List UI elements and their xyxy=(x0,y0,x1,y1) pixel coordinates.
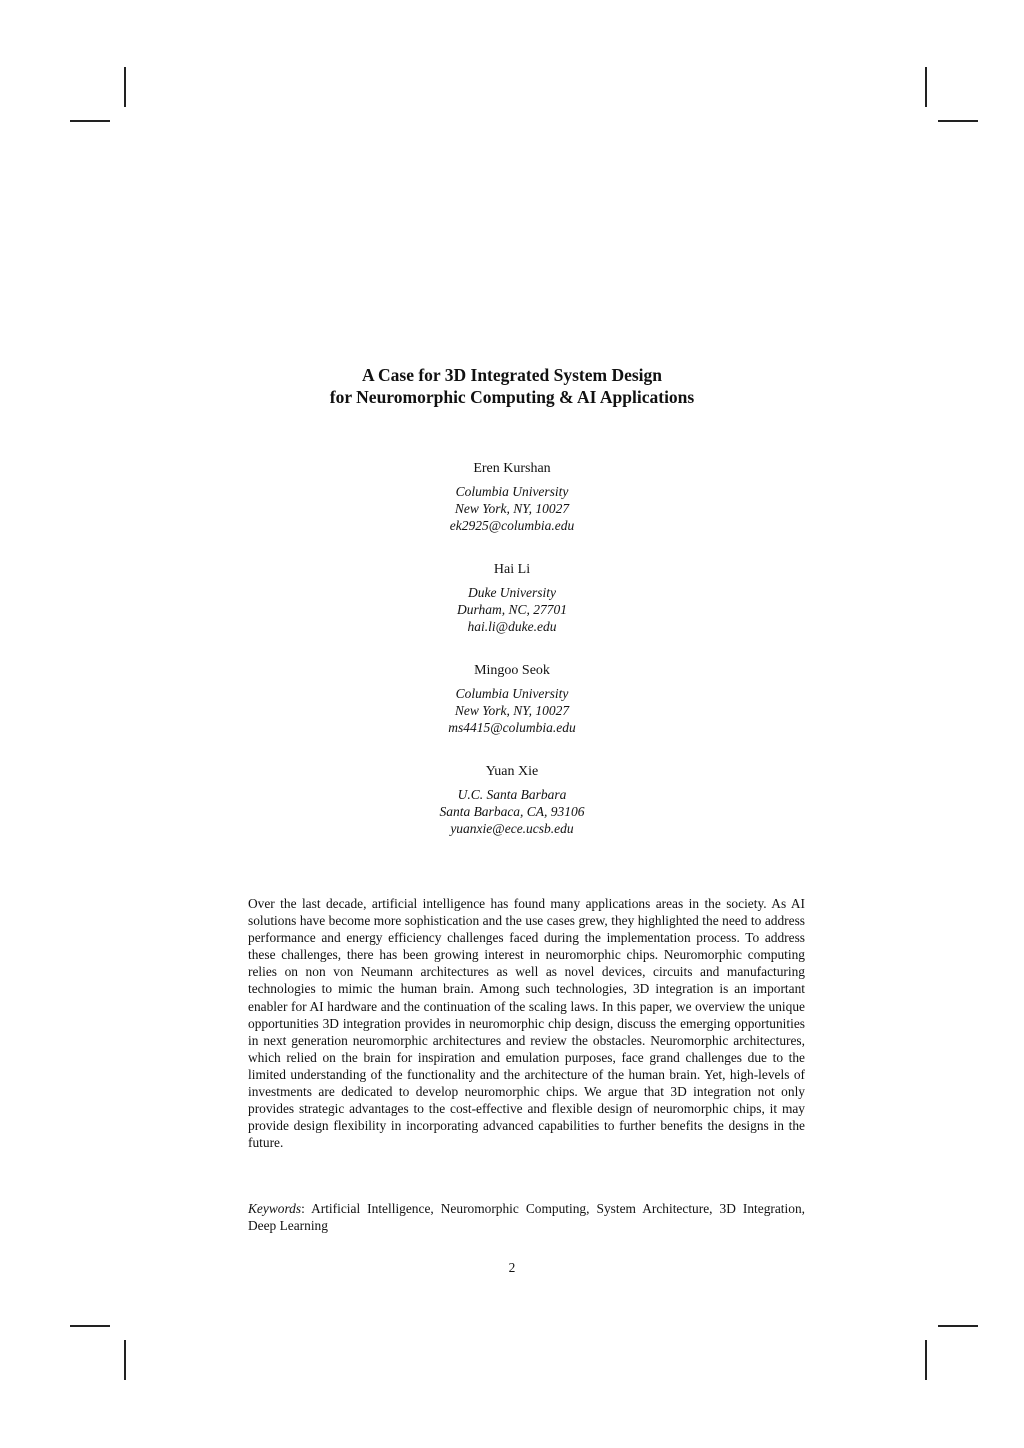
author-address: Durham, NC, 27701 xyxy=(456,602,568,617)
paper-title-line-1: A Case for 3D Integrated System Design xyxy=(361,365,663,385)
crop-mark-top-right-vertical xyxy=(925,67,927,107)
page-number: 2 xyxy=(508,1260,516,1275)
author-address: New York, NY, 10027 xyxy=(454,501,570,516)
author-name: Mingoo Seok xyxy=(474,663,550,678)
crop-mark-top-right-horizontal xyxy=(938,120,978,122)
paper-title xyxy=(0,364,1024,408)
author-email: ms4415@columbia.edu xyxy=(448,720,576,735)
author-affiliation: Columbia University xyxy=(455,686,569,701)
keywords-label: Keywords xyxy=(248,1201,302,1216)
author-name: Hai Li xyxy=(493,562,531,577)
author-affiliation: U.C. Santa Barbara xyxy=(457,787,567,802)
crop-mark-bottom-right-horizontal xyxy=(938,1325,978,1327)
author-block xyxy=(0,763,1024,864)
author-address: Santa Barbaca, CA, 93106 xyxy=(439,804,585,819)
author-block xyxy=(0,460,1024,561)
author-name: Eren Kurshan xyxy=(473,461,551,476)
abstract-text: Over the last decade, artificial intelligence has found many applications areas in the society. As AI solutions have become more sophistication and the use cases grew, they highlighted the need to address performance and energy efficiency challenges faced during the implementation process. To address these challenges, there has been growing interest in neuromorphic chips. Neuromorphic computing relies on non von Neumann architectures as well as novel devices, circuits and manufacturing technologies to mimic the human brain. Among such technologies, 3D integration is an important enabler for AI hardware and the continuation of the scaling laws. In this paper, we overview the unique opportunities 3D integration provides in neuromorphic chip design, discuss the emerging opportunities in next generation neuromorphic architectures and review the obstacles. Neuromorphic architectures, which relied on the brain for inspiration and emulation purposes, face grand challenges due to the limited understanding of the functionality and the architecture of the human brain. Yet, high-levels of investments are dedicated to develop neuromorphic chips. We argue that 3D integration not only provides strategic advantages to the cost-effective and flexible design of neuromorphic chips, it may provide design flexibility in incorporating advanced capabilities to further benefits the designs in the future. xyxy=(248,896,805,1151)
author-email: yuanxie@ece.ucsb.edu xyxy=(450,821,574,836)
keywords xyxy=(248,1200,805,1234)
crop-mark-bottom-right-vertical xyxy=(925,1340,927,1380)
crop-mark-bottom-left-vertical xyxy=(124,1340,126,1380)
crop-mark-top-left-horizontal xyxy=(70,120,110,122)
author-email: ek2925@columbia.edu xyxy=(449,518,575,533)
author-block xyxy=(0,662,1024,763)
crop-mark-bottom-left-horizontal xyxy=(70,1325,110,1327)
author-block xyxy=(0,561,1024,662)
author-address: New York, NY, 10027 xyxy=(454,703,570,718)
keywords-list: : Artificial Intelligence, Neuromorphic Computing, System Architecture, 3D Integration, Deep Learning xyxy=(248,1201,805,1234)
author-list xyxy=(0,460,1024,864)
paper-title-line-2: for Neuromorphic Computing & AI Applications xyxy=(329,387,695,407)
author-name: Yuan Xie xyxy=(485,764,539,779)
author-affiliation: Columbia University xyxy=(455,484,569,499)
author-email: hai.li@duke.edu xyxy=(467,619,557,634)
author-affiliation: Duke University xyxy=(467,585,557,600)
crop-mark-top-left-vertical xyxy=(124,67,126,107)
